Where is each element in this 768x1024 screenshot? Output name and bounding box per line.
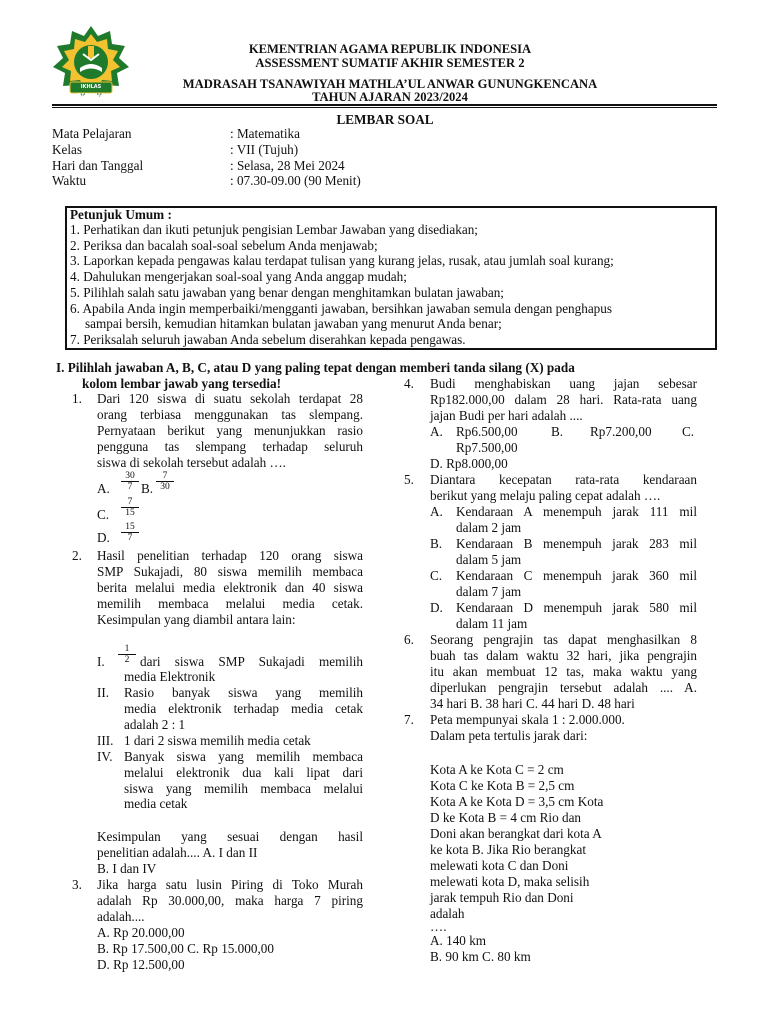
question-text-line: berikut yang melaju paling cepat adalah ….: [430, 488, 661, 503]
option-d-label: D.: [97, 530, 110, 545]
conclusion-text: penelitian adalah.... A. I dan II: [97, 845, 258, 860]
question-text-line: Dari 120 siswa di suatu sekolah terdapat 28: [97, 391, 363, 406]
statement-text: Rasio banyak siswa yang memilih: [124, 685, 363, 700]
question-number: 1.: [72, 391, 82, 406]
header-school: MADRASAH TSANAWIYAH MATHLA’UL ANWAR GUNUNGKENCANA: [182, 77, 598, 91]
statement-text: adalah 2 : 1: [124, 717, 186, 732]
distance-line: Kota A ke Kota D = 3,5 cm Kota: [430, 794, 604, 809]
option-b-text: Kendaraan B menempuh jarak 283 mil: [456, 536, 697, 551]
statement-text: media cetak: [124, 796, 188, 811]
question-text-line: Peta mempunyai skala 1 : 2.000.000.: [430, 712, 625, 727]
sheet-title: LEMBAR SOAL: [336, 112, 434, 127]
option-a-text: dalam 2 jam: [456, 520, 522, 535]
question-text-line: jajan Budi per hari adalah ....: [430, 408, 583, 423]
info-value-date: : Selasa, 28 Mei 2024: [230, 158, 345, 173]
option-a: A. Rp 20.000,00: [97, 925, 185, 940]
question-number: 3.: [72, 877, 82, 892]
instruction-item: 1. Perhatikan dan ikuti petunjuk pengisian Lembar Jawaban yang disediakan;: [70, 222, 478, 237]
question-text-line: adalah Rp 30.000,00, maka harga 7 piring: [97, 893, 363, 908]
option-d: D. Rp8.000,00: [430, 456, 508, 471]
distance-line: Kota A ke Kota C = 2 cm: [430, 762, 564, 777]
question-text-line: Dalam peta tertulis jarak dari:: [430, 728, 588, 743]
question-text-line: Doni akan berangkat dari kota A: [430, 826, 602, 841]
option-a: A. 140 km: [430, 933, 487, 948]
instruction-item-continued: sampai bersih, kemudian hitamkan bulatan jawaban yang menurut Anda benar;: [85, 316, 502, 331]
question-text-line: orang terbiasa menggunakan tas slempang.: [97, 407, 363, 422]
question-text-line: Hasil penelitian terhadap 120 orang siswa: [97, 548, 363, 563]
info-label-class: Kelas: [52, 142, 83, 157]
section-instruction-continued: kolom lembar jawab yang tersedia!: [82, 376, 282, 391]
option-b-label: B.: [551, 424, 564, 439]
question-text-line: adalah....: [97, 909, 145, 924]
header-divider-thin: [52, 107, 717, 108]
instruction-item: 5. Pilihlah salah satu jawaban yang benar dengan menghitamkan bulatan jawaban;: [70, 285, 504, 300]
option-b-label: B.: [141, 481, 154, 496]
option-b-c: B. Rp 17.500,00 C. Rp 15.000,00: [97, 941, 274, 956]
question-text-line: adalah: [430, 906, 465, 921]
question-text-line: pengguna tas slempang terhadap seluruh: [97, 439, 363, 454]
question-text-line: Rp182.000,00 dalam 28 hari. Rata-rata uang: [430, 392, 697, 407]
option-a-label: A.: [97, 481, 110, 496]
question-text-line: memilih membaca melalui media cetak.: [97, 596, 363, 611]
question-number: 4.: [404, 376, 414, 391]
distance-line: D ke Kota B = 4 cm Rio dan: [430, 810, 582, 825]
question-number: 6.: [404, 632, 414, 647]
header-ministry: KEMENTRIAN AGAMA REPUBLIK INDONESIA: [248, 42, 532, 56]
question-text-line: 34 hari B. 38 hari C. 44 hari D. 48 hari: [430, 696, 635, 711]
question-text-line: berita melalui media elektronik dan 40 siswa: [97, 580, 363, 595]
statement-number: III.: [97, 733, 114, 748]
info-label-date: Hari dan Tanggal: [52, 158, 144, 173]
option-d-text: Kendaraan D menempuh jarak 580 mil: [456, 600, 697, 615]
instruction-item: 3. Laporkan kepada pengawas kalau terdapat tulisan yang kurang jelas, rusak, atau jumlah soal kurang;: [70, 253, 614, 268]
info-label-time: Waktu: [52, 173, 87, 188]
info-value-time: : 07.30-09.00 (90 Menit): [230, 173, 361, 188]
question-text-line: ke kota B. Jika Rio berangkat: [430, 842, 587, 857]
question-text-line: jarak tempuh Rio dan Doni: [430, 890, 574, 905]
statement-number: I.: [97, 654, 105, 669]
statement-text: media Elektronik: [124, 669, 216, 684]
option-d-text: dalam 11 jam: [456, 616, 528, 631]
option-a-label: A.: [430, 504, 443, 519]
statement-fraction: $\frac{1}{2}$: [118, 644, 136, 665]
header-divider: [52, 104, 717, 106]
distance-line: Kota C ke Kota B = 2,5 cm: [430, 778, 575, 793]
question-text-line: Seorang pengrajin tas dapat menghasilkan 8: [430, 632, 697, 647]
question-text-line: itu akan membuat 12 tas, maka waktu yang: [430, 664, 697, 679]
option-a-fraction: $\frac{30}{7}$: [121, 471, 139, 492]
statement-text: siswa yang memilih membaca melalui: [124, 781, 363, 796]
option-c-text: Kendaraan C menempuh jarak 360 mil: [456, 568, 697, 583]
option-c-text: dalam 7 jam: [456, 584, 522, 599]
conclusion-text: Kesimpulan yang sesuai dengan hasil: [97, 829, 363, 844]
question-number: 7.: [404, 712, 414, 727]
instruction-item: 2. Periksa dan bacalah soal-soal sebelum Anda menjawab;: [70, 238, 378, 253]
option-b-fraction: $\frac{7}{30}$: [156, 471, 174, 492]
conclusion-text: B. I dan IV: [97, 861, 157, 876]
info-value-subject: : Matematika: [230, 126, 300, 141]
option-c-fraction: $\frac{7}{15}$: [121, 497, 139, 518]
question-text-line: Jika harga satu lusin Piring di Toko Murah: [97, 877, 363, 892]
question-text-line: buah tas dalam waktu 32 hari, jika pengrajin: [430, 648, 697, 663]
option-c-value: Rp7.500,00: [456, 440, 518, 455]
statement-number: II.: [97, 685, 110, 700]
header-school-year: TAHUN AJARAN 2023/2024: [312, 90, 468, 104]
option-d: D. Rp 12.500,00: [97, 957, 185, 972]
option-b-value: Rp7.200,00: [590, 424, 652, 439]
question-text-line: Kesimpulan yang diambil antara lain:: [97, 612, 296, 627]
option-a-label: A.: [430, 424, 443, 439]
statement-text: melalui elektronik dua kali lipat dari: [124, 765, 363, 780]
option-a-value: Rp6.500,00: [456, 424, 518, 439]
section-instruction: I. Pilihlah jawaban A, B, C, atau D yang paling tepat dengan memberi tanda silang (X) pada: [56, 360, 575, 375]
question-text-line: melewati kota D, maka selisih: [430, 874, 590, 889]
option-b-text: dalam 5 jam: [456, 552, 522, 567]
question-text-line: SMP Sukajadi, 80 siswa memilih membaca: [97, 564, 363, 579]
question-text-line: siswa di sekolah tersebut adalah ….: [97, 455, 286, 470]
option-c-label: C.: [682, 424, 695, 439]
instruction-item: 7. Periksalah seluruh jawaban Anda sebelum diserahkan kepada pengawas.: [70, 332, 466, 347]
instructions-title: Petunjuk Umum :: [70, 207, 172, 222]
statement-text: dari siswa SMP Sukajadi memilih: [140, 654, 363, 669]
option-c-label: C.: [97, 507, 110, 522]
question-number: 5.: [404, 472, 414, 487]
question-text-line: ….: [430, 919, 447, 934]
option-b-c: B. 90 km C. 80 km: [430, 949, 531, 964]
option-b-label: B.: [430, 536, 443, 551]
header-assessment: ASSESSMENT SUMATIF AKHIR SEMESTER 2: [255, 56, 525, 70]
option-d-label: D.: [430, 600, 443, 615]
option-a-text: Kendaraan A menempuh jarak 111 mil: [456, 504, 697, 519]
option-c-label: C.: [430, 568, 443, 583]
statement-text: 1 dari 2 siswa memilih media cetak: [124, 733, 311, 748]
instruction-item: 4. Dahulukan mengerjakan soal-soal yang Anda anggap mudah;: [70, 269, 407, 284]
logo-ribbon-text: IKHLAS BERAMAL: [77, 84, 105, 99]
question-text-line: Budi menghabiskan uang jajan sebesar: [430, 376, 697, 391]
instruction-item: 6. Apabila Anda ingin memperbaiki/mengganti jawaban, bersihkan jawaban semula dengan penghapus: [70, 301, 612, 316]
info-value-class: : VII (Tujuh): [230, 142, 299, 157]
question-text-line: Pernyataan berikut yang menunjukkan rasio: [97, 423, 363, 438]
info-label-subject: Mata Pelajaran: [52, 126, 132, 141]
statement-text: media elektronik terhadap media cetak: [124, 701, 363, 716]
question-text-line: melewati kota C dan Doni: [430, 858, 569, 873]
statement-text: Banyak siswa yang memilih membaca: [124, 749, 363, 764]
question-number: 2.: [72, 548, 82, 563]
question-text-line: Diantara kecepatan rata-rata kendaraan: [430, 472, 697, 487]
statement-number: IV.: [97, 749, 113, 764]
option-d-fraction: $\frac{15}{7}$: [121, 522, 139, 543]
question-text-line: diperlukan pengrajin tersebut adalah .... A.: [430, 680, 697, 695]
